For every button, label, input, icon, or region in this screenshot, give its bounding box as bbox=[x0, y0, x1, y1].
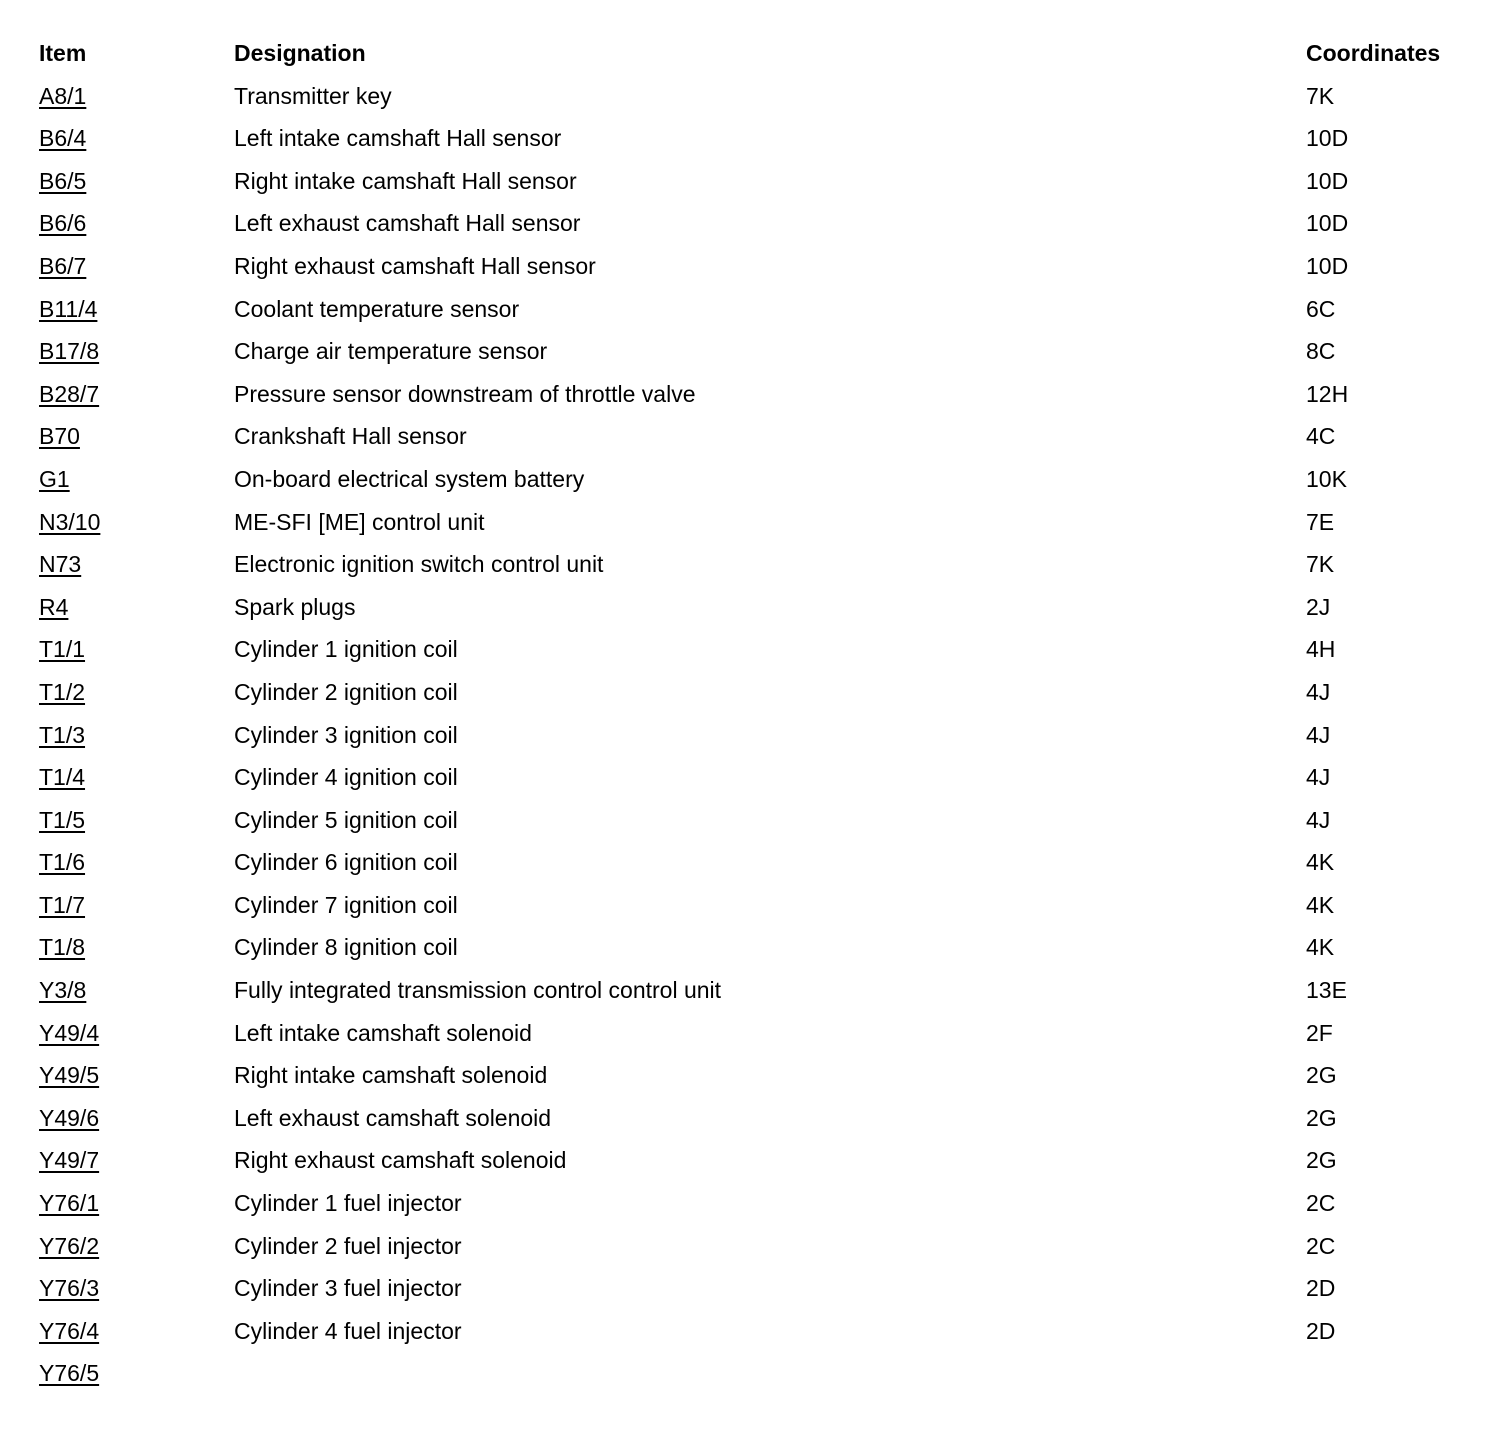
table-row bbox=[39, 202, 1479, 245]
coordinates-cell: 7K bbox=[1306, 551, 1335, 578]
table-row bbox=[39, 714, 1479, 757]
header-item: Item bbox=[39, 40, 87, 66]
designation-cell: Left exhaust camshaft Hall sensor bbox=[234, 210, 581, 237]
designation-cell: Cylinder 1 ignition coil bbox=[234, 636, 458, 663]
coordinates-cell: 2J bbox=[1306, 593, 1331, 620]
coordinates-cell: 2G bbox=[1306, 1062, 1337, 1089]
designation-cell: Pressure sensor downstream of throttle valve bbox=[234, 380, 696, 407]
coordinates-cell: 10D bbox=[1306, 252, 1349, 279]
item-link[interactable]: Y49/5 bbox=[39, 1062, 100, 1089]
item-link[interactable]: N3/10 bbox=[39, 508, 101, 535]
table-row bbox=[39, 969, 1479, 1012]
designation-cell: Transmitter key bbox=[234, 82, 392, 109]
designation-cell: ME-SFI [ME] control unit bbox=[234, 508, 485, 535]
item-link[interactable]: B70 bbox=[39, 423, 80, 450]
coordinates-cell: 2F bbox=[1306, 1019, 1333, 1046]
table-row bbox=[39, 1139, 1479, 1182]
item-link[interactable]: A8/1 bbox=[39, 82, 87, 109]
designation-cell: Cylinder 7 ignition coil bbox=[234, 891, 458, 918]
table-row bbox=[39, 1097, 1479, 1140]
table-row bbox=[39, 1352, 1479, 1395]
designation-cell: Cylinder 6 ignition coil bbox=[234, 849, 458, 876]
designation-cell: Left exhaust camshaft solenoid bbox=[234, 1104, 552, 1131]
table-row bbox=[39, 330, 1479, 373]
coordinates-cell: 2G bbox=[1306, 1147, 1337, 1174]
designation-cell: Spark plugs bbox=[234, 593, 356, 620]
table-row bbox=[39, 926, 1479, 969]
table-row bbox=[39, 543, 1479, 586]
item-link[interactable]: T1/3 bbox=[39, 721, 86, 748]
table-row bbox=[39, 1054, 1479, 1097]
coordinates-cell: 4J bbox=[1306, 678, 1331, 705]
item-link[interactable]: Y49/6 bbox=[39, 1104, 100, 1131]
coordinates-cell: 10D bbox=[1306, 210, 1349, 237]
coordinates-cell: 2C bbox=[1306, 1232, 1336, 1259]
item-link[interactable]: T1/1 bbox=[39, 636, 86, 663]
coordinates-cell: 10K bbox=[1306, 465, 1347, 492]
coordinates-cell: 4J bbox=[1306, 806, 1331, 833]
coordinates-cell: 10D bbox=[1306, 125, 1349, 152]
designation-cell: Left intake camshaft solenoid bbox=[234, 1019, 532, 1046]
item-link[interactable]: Y76/4 bbox=[39, 1317, 100, 1344]
table-row bbox=[39, 799, 1479, 842]
designation-cell: Coolant temperature sensor bbox=[234, 295, 520, 322]
table-row bbox=[39, 1012, 1479, 1055]
table-row bbox=[39, 117, 1479, 160]
item-link[interactable]: B6/5 bbox=[39, 167, 87, 194]
component-legend-table bbox=[39, 32, 1479, 1395]
designation-cell: Cylinder 8 ignition coil bbox=[234, 934, 458, 961]
designation-cell: Cylinder 3 ignition coil bbox=[234, 721, 458, 748]
item-link[interactable]: Y76/1 bbox=[39, 1190, 100, 1217]
coordinates-cell: 2D bbox=[1306, 1275, 1336, 1302]
item-link[interactable]: R4 bbox=[39, 593, 69, 620]
coordinates-cell: 7E bbox=[1306, 508, 1335, 535]
table-row bbox=[39, 1182, 1479, 1225]
designation-cell: Crankshaft Hall sensor bbox=[234, 423, 467, 450]
item-link[interactable]: T1/8 bbox=[39, 934, 86, 961]
item-link[interactable]: B6/4 bbox=[39, 125, 87, 152]
header-coordinates: Coordinates bbox=[1306, 40, 1441, 66]
item-link[interactable]: B6/7 bbox=[39, 252, 87, 279]
table-row bbox=[39, 501, 1479, 544]
header-designation: Designation bbox=[234, 40, 366, 66]
table-body bbox=[39, 75, 1479, 1395]
coordinates-cell: 8C bbox=[1306, 338, 1336, 365]
table-row bbox=[39, 245, 1479, 288]
designation-cell: Cylinder 1 fuel injector bbox=[234, 1190, 462, 1217]
item-link[interactable]: Y76/2 bbox=[39, 1232, 100, 1259]
table-row bbox=[39, 628, 1479, 671]
designation-cell: Right intake camshaft Hall sensor bbox=[234, 167, 577, 194]
coordinates-cell: 4J bbox=[1306, 721, 1331, 748]
table-row bbox=[39, 288, 1479, 331]
table-row bbox=[39, 1310, 1479, 1353]
item-link[interactable]: G1 bbox=[39, 465, 70, 492]
item-link[interactable]: Y49/7 bbox=[39, 1147, 100, 1174]
table-row bbox=[39, 75, 1479, 118]
table-row bbox=[39, 884, 1479, 927]
designation-cell: Right exhaust camshaft Hall sensor bbox=[234, 252, 596, 279]
item-link[interactable]: Y76/5 bbox=[39, 1360, 100, 1387]
designation-cell: Fully integrated transmission control control unit bbox=[234, 977, 722, 1004]
coordinates-cell: 4K bbox=[1306, 934, 1335, 961]
designation-cell: Electronic ignition switch control unit bbox=[234, 551, 604, 578]
designation-cell: Cylinder 4 fuel injector bbox=[234, 1317, 462, 1344]
coordinates-cell: 4K bbox=[1306, 849, 1335, 876]
coordinates-cell: 4C bbox=[1306, 423, 1336, 450]
item-link[interactable]: B28/7 bbox=[39, 380, 100, 407]
designation-cell: Charge air temperature sensor bbox=[234, 338, 548, 365]
item-link[interactable]: T1/5 bbox=[39, 806, 86, 833]
designation-cell: On-board electrical system battery bbox=[234, 465, 585, 492]
coordinates-cell: 2D bbox=[1306, 1317, 1336, 1344]
designation-cell: Cylinder 5 ignition coil bbox=[234, 806, 458, 833]
designation-cell: Left intake camshaft Hall sensor bbox=[234, 125, 562, 152]
item-link[interactable]: B6/6 bbox=[39, 210, 87, 237]
table-row bbox=[39, 458, 1479, 501]
designation-cell: Right intake camshaft solenoid bbox=[234, 1062, 548, 1089]
item-link[interactable]: Y76/3 bbox=[39, 1275, 100, 1302]
coordinates-cell: 6C bbox=[1306, 295, 1336, 322]
item-link[interactable]: T1/2 bbox=[39, 678, 86, 705]
item-link[interactable]: T1/4 bbox=[39, 764, 86, 791]
table-row bbox=[39, 586, 1479, 629]
item-link[interactable]: B17/8 bbox=[39, 338, 100, 365]
item-link[interactable]: Y49/4 bbox=[39, 1019, 100, 1046]
item-link[interactable]: N73 bbox=[39, 551, 82, 578]
coordinates-cell: 7K bbox=[1306, 82, 1335, 109]
designation-cell: Cylinder 2 fuel injector bbox=[234, 1232, 462, 1259]
table-header bbox=[39, 32, 1479, 75]
designation-cell: Cylinder 4 ignition coil bbox=[234, 764, 458, 791]
table-row bbox=[39, 1225, 1479, 1268]
item-link[interactable]: T1/7 bbox=[39, 891, 86, 918]
table-row bbox=[39, 671, 1479, 714]
table-row bbox=[39, 160, 1479, 203]
coordinates-cell: 2G bbox=[1306, 1104, 1337, 1131]
item-link[interactable]: B11/4 bbox=[39, 295, 98, 322]
coordinates-cell: 12H bbox=[1306, 380, 1349, 407]
table-row bbox=[39, 415, 1479, 458]
item-link[interactable]: Y3/8 bbox=[39, 977, 87, 1004]
coordinates-cell: 10D bbox=[1306, 167, 1349, 194]
designation-cell: Cylinder 2 ignition coil bbox=[234, 678, 458, 705]
table-row bbox=[39, 756, 1479, 799]
coordinates-cell: 4H bbox=[1306, 636, 1336, 663]
item-link[interactable]: T1/6 bbox=[39, 849, 86, 876]
coordinates-cell: 4K bbox=[1306, 891, 1335, 918]
designation-cell: Cylinder 3 fuel injector bbox=[234, 1275, 462, 1302]
coordinates-cell: 13E bbox=[1306, 977, 1347, 1004]
coordinates-cell: 2C bbox=[1306, 1190, 1336, 1217]
table-row bbox=[39, 841, 1479, 884]
coordinates-cell: 4J bbox=[1306, 764, 1331, 791]
designation-cell: Right exhaust camshaft solenoid bbox=[234, 1147, 567, 1174]
table-row bbox=[39, 373, 1479, 416]
table-row bbox=[39, 1267, 1479, 1310]
